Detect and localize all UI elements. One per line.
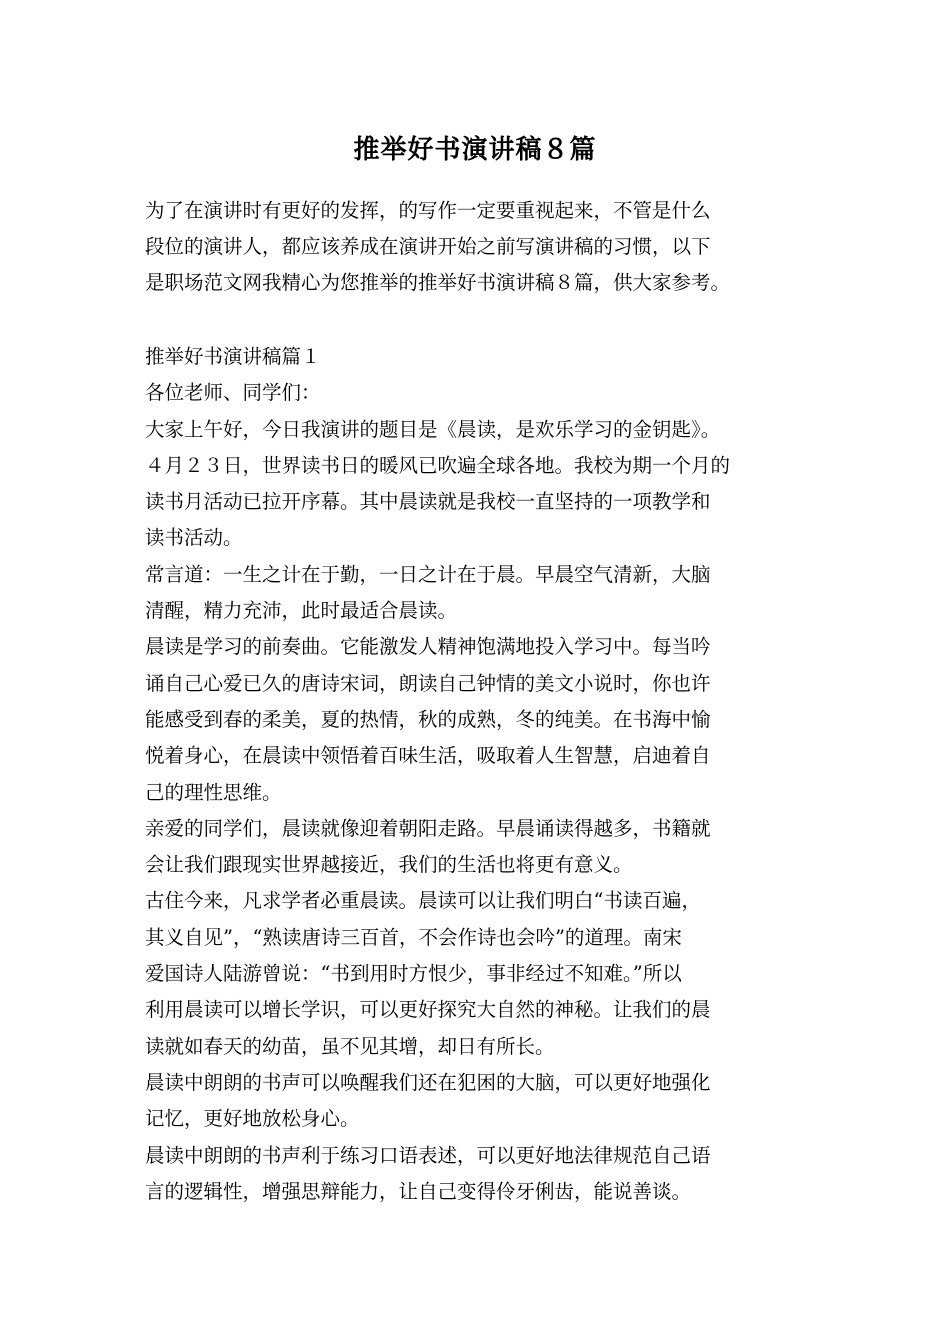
body-line: 读就如春天的幼苗，虽不见其增，却日有所长。 (145, 1034, 555, 1058)
body-line: ４月２３日，世界读书日的暖风已吹遍全球各地。我校为期一个月的 (145, 453, 731, 477)
body-line: 其义自见”，“熟读唐诗三百首，不会作诗也会吟”的道理。南宋 (145, 925, 682, 949)
body-line: 常言道：一生之计在于勤，一日之计在于晨。早晨空气清新，大脑 (145, 562, 711, 586)
body-line: 晨读中朗朗的书声可以唤醒我们还在犯困的大脑，可以更好地强化 (145, 1070, 711, 1094)
body-line: 利用晨读可以增长学识，可以更好探究大自然的神秘。让我们的晨 (145, 998, 711, 1022)
body-line: 亲爱的同学们，晨读就像迎着朝阳走路。早晨诵读得越多，书籍就 (145, 816, 711, 840)
salutation: 各位老师、同学们： (145, 381, 321, 405)
body-line: 爱国诗人陆游曾说：“书到用时方恨少，事非经过不知难。”所以 (145, 962, 682, 986)
body-line: 悦着身心，在晨读中领悟着百味生活，吸取着人生智慧，启迪着自 (145, 744, 711, 768)
body-line: 晨读是学习的前奏曲。它能激发人精神饱满地投入学习中。每当吟 (145, 635, 711, 659)
body-line: 诵自己心爱已久的唐诗宋词，朗读自己钟情的美文小说时，你也许 (145, 671, 711, 695)
body-line: 读书月活动已拉开序幕。其中晨读就是我校一直坚持的一项教学和 (145, 490, 711, 514)
body-line: 读书活动。 (145, 526, 243, 550)
body-line: 清醒，精力充沛，此时最适合晨读。 (145, 599, 458, 623)
body-line: 己的理性思维。 (145, 780, 282, 804)
body-line: 大家上午好，今日我演讲的题目是《晨读，是欢乐学习的金钥匙》。 (145, 417, 721, 441)
body-line: 晨读中朗朗的书声利于练习口语表述，可以更好地法律规范自己语 (145, 1143, 711, 1167)
document-title: 推举好书演讲稿８篇 (353, 135, 597, 165)
body-line: 记忆，更好地放松身心。 (145, 1107, 360, 1131)
body-line: 言的逻辑性，增强思辩能力，让自己变得伶牙俐齿，能说善谈。 (145, 1179, 692, 1203)
intro-paragraph (145, 193, 817, 301)
intro-line: 是职场范文网我精心为您推举的推举好书演讲稿８篇，供大家参考。 (145, 271, 731, 294)
body-line: 会让我们跟现实世界越接近，我们的生活也将更有意义。 (145, 853, 633, 877)
intro-line: 段位的演讲人，都应该养成在演讲开始之前写演讲稿的习惯，以下 (145, 235, 711, 258)
section-heading: 推举好书演讲稿篇１ (145, 345, 321, 368)
speech-body (145, 339, 817, 1210)
body-line: 能感受到春的柔美，夏的热情，秋的成熟，冬的纯美。在书海中愉 (145, 707, 711, 731)
intro-line: 为了在演讲时有更好的发挥，的写作一定要重视起来，不管是什么 (145, 199, 711, 222)
body-line: 古住今来，凡求学者必重晨读。晨读可以让我们明白“书读百遍， (145, 889, 701, 913)
